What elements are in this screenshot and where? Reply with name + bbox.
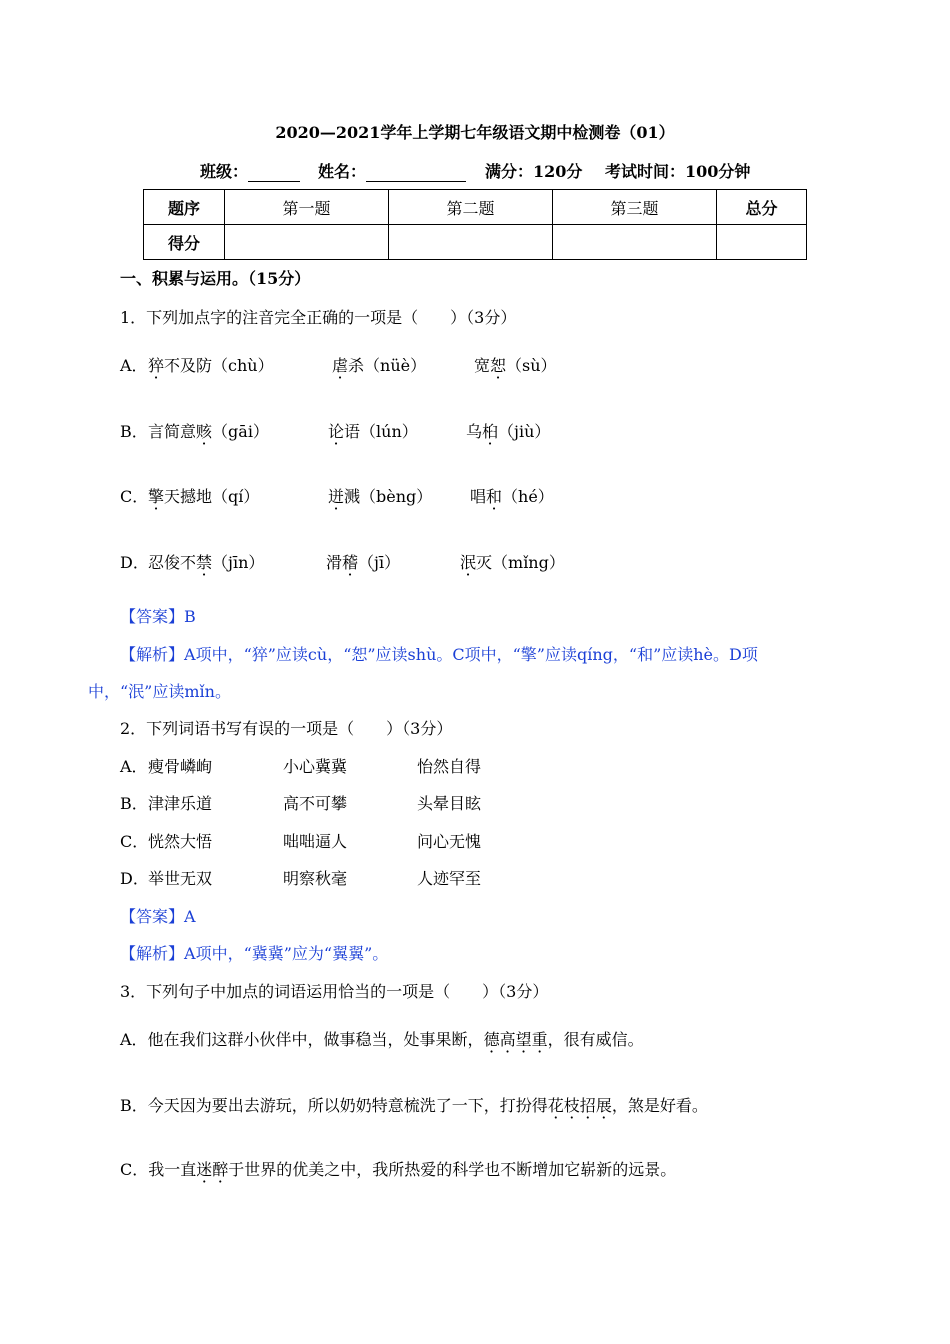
dotted-char: 迷 <box>196 1160 213 1179</box>
dotted-char: 招 <box>579 1096 596 1115</box>
option-word: 明察秋毫 <box>283 869 348 888</box>
dotted-char: 德 <box>483 1030 500 1049</box>
table-cell: 第一题 <box>225 190 389 225</box>
dotted-char: 重 <box>531 1030 548 1049</box>
name-field[interactable] <box>318 159 466 182</box>
option-word: 猝不及防（chù） <box>148 356 274 375</box>
score-table <box>143 189 807 260</box>
answer-text: 【答案】B <box>120 607 196 626</box>
option-label: D． <box>120 869 149 888</box>
dotted-char: 望 <box>515 1030 532 1049</box>
section-heading: 一、积累与运用。（15分） <box>120 269 311 288</box>
option-word: 乌桕（jiù） <box>466 422 551 441</box>
full-score: 满分：120分 <box>485 162 583 181</box>
option-label: C． <box>120 487 149 506</box>
dotted-char: 高 <box>499 1030 516 1049</box>
table-cell: 第三题 <box>553 190 717 225</box>
option-label: B． <box>120 794 148 813</box>
option-label: A． <box>120 757 148 776</box>
option-word: 津津乐道 <box>148 794 213 813</box>
dotted-phrase <box>484 1030 548 1049</box>
option-word: 擎天撼地（qí） <box>148 487 260 506</box>
table-cell: 得分 <box>144 225 225 260</box>
option-sentence: B．今天因为要出去游玩，所以奶奶特意梳洗了一下，打扮得花枝招展，煞是好看。 <box>120 1096 708 1115</box>
analysis-text-cont: 中，“泯”应读mǐn。 <box>88 682 231 701</box>
name-label: 姓名： <box>318 162 367 181</box>
question-stem: 3．下列句子中加点的词语运用恰当的一项是（ ）（3分） <box>120 982 549 1001</box>
option-word: 论语（lún） <box>328 422 418 441</box>
option-word: 人迹罕至 <box>417 869 482 888</box>
option-word: 虐杀（nüè） <box>332 356 427 375</box>
question-stem: 1．下列加点字的注音完全正确的一项是（ ）（3分） <box>120 308 517 327</box>
score-input-cell[interactable] <box>225 225 389 260</box>
option-word: 咄咄逼人 <box>283 832 348 851</box>
dotted-phrase <box>548 1096 612 1115</box>
score-input-cell[interactable] <box>717 225 807 260</box>
table-row <box>144 190 807 225</box>
option-sentence: C．我一直迷醉于世界的优美之中，我所热爱的科学也不断增加它崭新的远景。 <box>120 1160 677 1179</box>
score-input-cell[interactable] <box>553 225 717 260</box>
option-word: 高不可攀 <box>283 794 348 813</box>
option-word: 滑稽（jī） <box>326 553 401 572</box>
option-word: 怡然自得 <box>417 757 482 776</box>
dotted-char: 花 <box>547 1096 564 1115</box>
option-word: 言简意赅（gāi） <box>148 422 269 441</box>
option-word: 举世无双 <box>148 869 213 888</box>
dotted-phrase <box>196 1160 228 1179</box>
table-cell: 题序 <box>144 190 225 225</box>
dotted-char: 枝 <box>563 1096 580 1115</box>
class-label: 班级： <box>200 162 249 181</box>
table-cell: 第二题 <box>389 190 553 225</box>
option-label: D． <box>120 553 149 572</box>
question-stem: 2．下列词语书写有误的一项是（ ）（3分） <box>120 719 453 738</box>
dotted-char: 醉 <box>212 1160 229 1179</box>
option-word: 恍然大悟 <box>148 832 213 851</box>
option-word: 小心冀冀 <box>283 757 348 776</box>
class-blank[interactable] <box>248 163 300 182</box>
class-field[interactable] <box>200 159 300 182</box>
option-word: 头晕目眩 <box>417 794 482 813</box>
option-label: C． <box>120 832 149 851</box>
analysis-text: 【解析】A项中，“冀冀”应为“翼翼”。 <box>120 944 389 963</box>
option-word: 唱和（hé） <box>470 487 554 506</box>
dotted-char: 展 <box>595 1096 612 1115</box>
name-blank[interactable] <box>366 163 466 182</box>
option-label: A． <box>120 356 148 375</box>
answer-text: 【答案】A <box>120 907 196 926</box>
option-label: B． <box>120 422 148 441</box>
table-row <box>144 225 807 260</box>
score-input-cell[interactable] <box>389 225 553 260</box>
exam-title: 2020—2021学年上学期七年级语文期中检测卷（01） <box>275 123 675 142</box>
option-word: 迸溅（bèng） <box>328 487 433 506</box>
analysis-text: 【解析】A项中，“猝”应读cù，“恕”应读shù。C项中，“擎”应读qíng，“和”应读hè。D项 <box>120 645 758 664</box>
option-word: 问心无愧 <box>417 832 482 851</box>
option-word: 瘦骨嶙峋 <box>148 757 213 776</box>
option-word: 泯灭（mǐng） <box>460 553 565 572</box>
option-word: 忍俊不禁（jīn） <box>148 553 265 572</box>
table-cell: 总分 <box>717 190 807 225</box>
option-sentence: A．他在我们这群小伙伴中，做事稳当，处事果断，德高望重，很有威信。 <box>120 1030 644 1049</box>
option-word: 宽恕（sù） <box>474 356 557 375</box>
exam-time: 考试时间：100分钟 <box>605 162 751 181</box>
